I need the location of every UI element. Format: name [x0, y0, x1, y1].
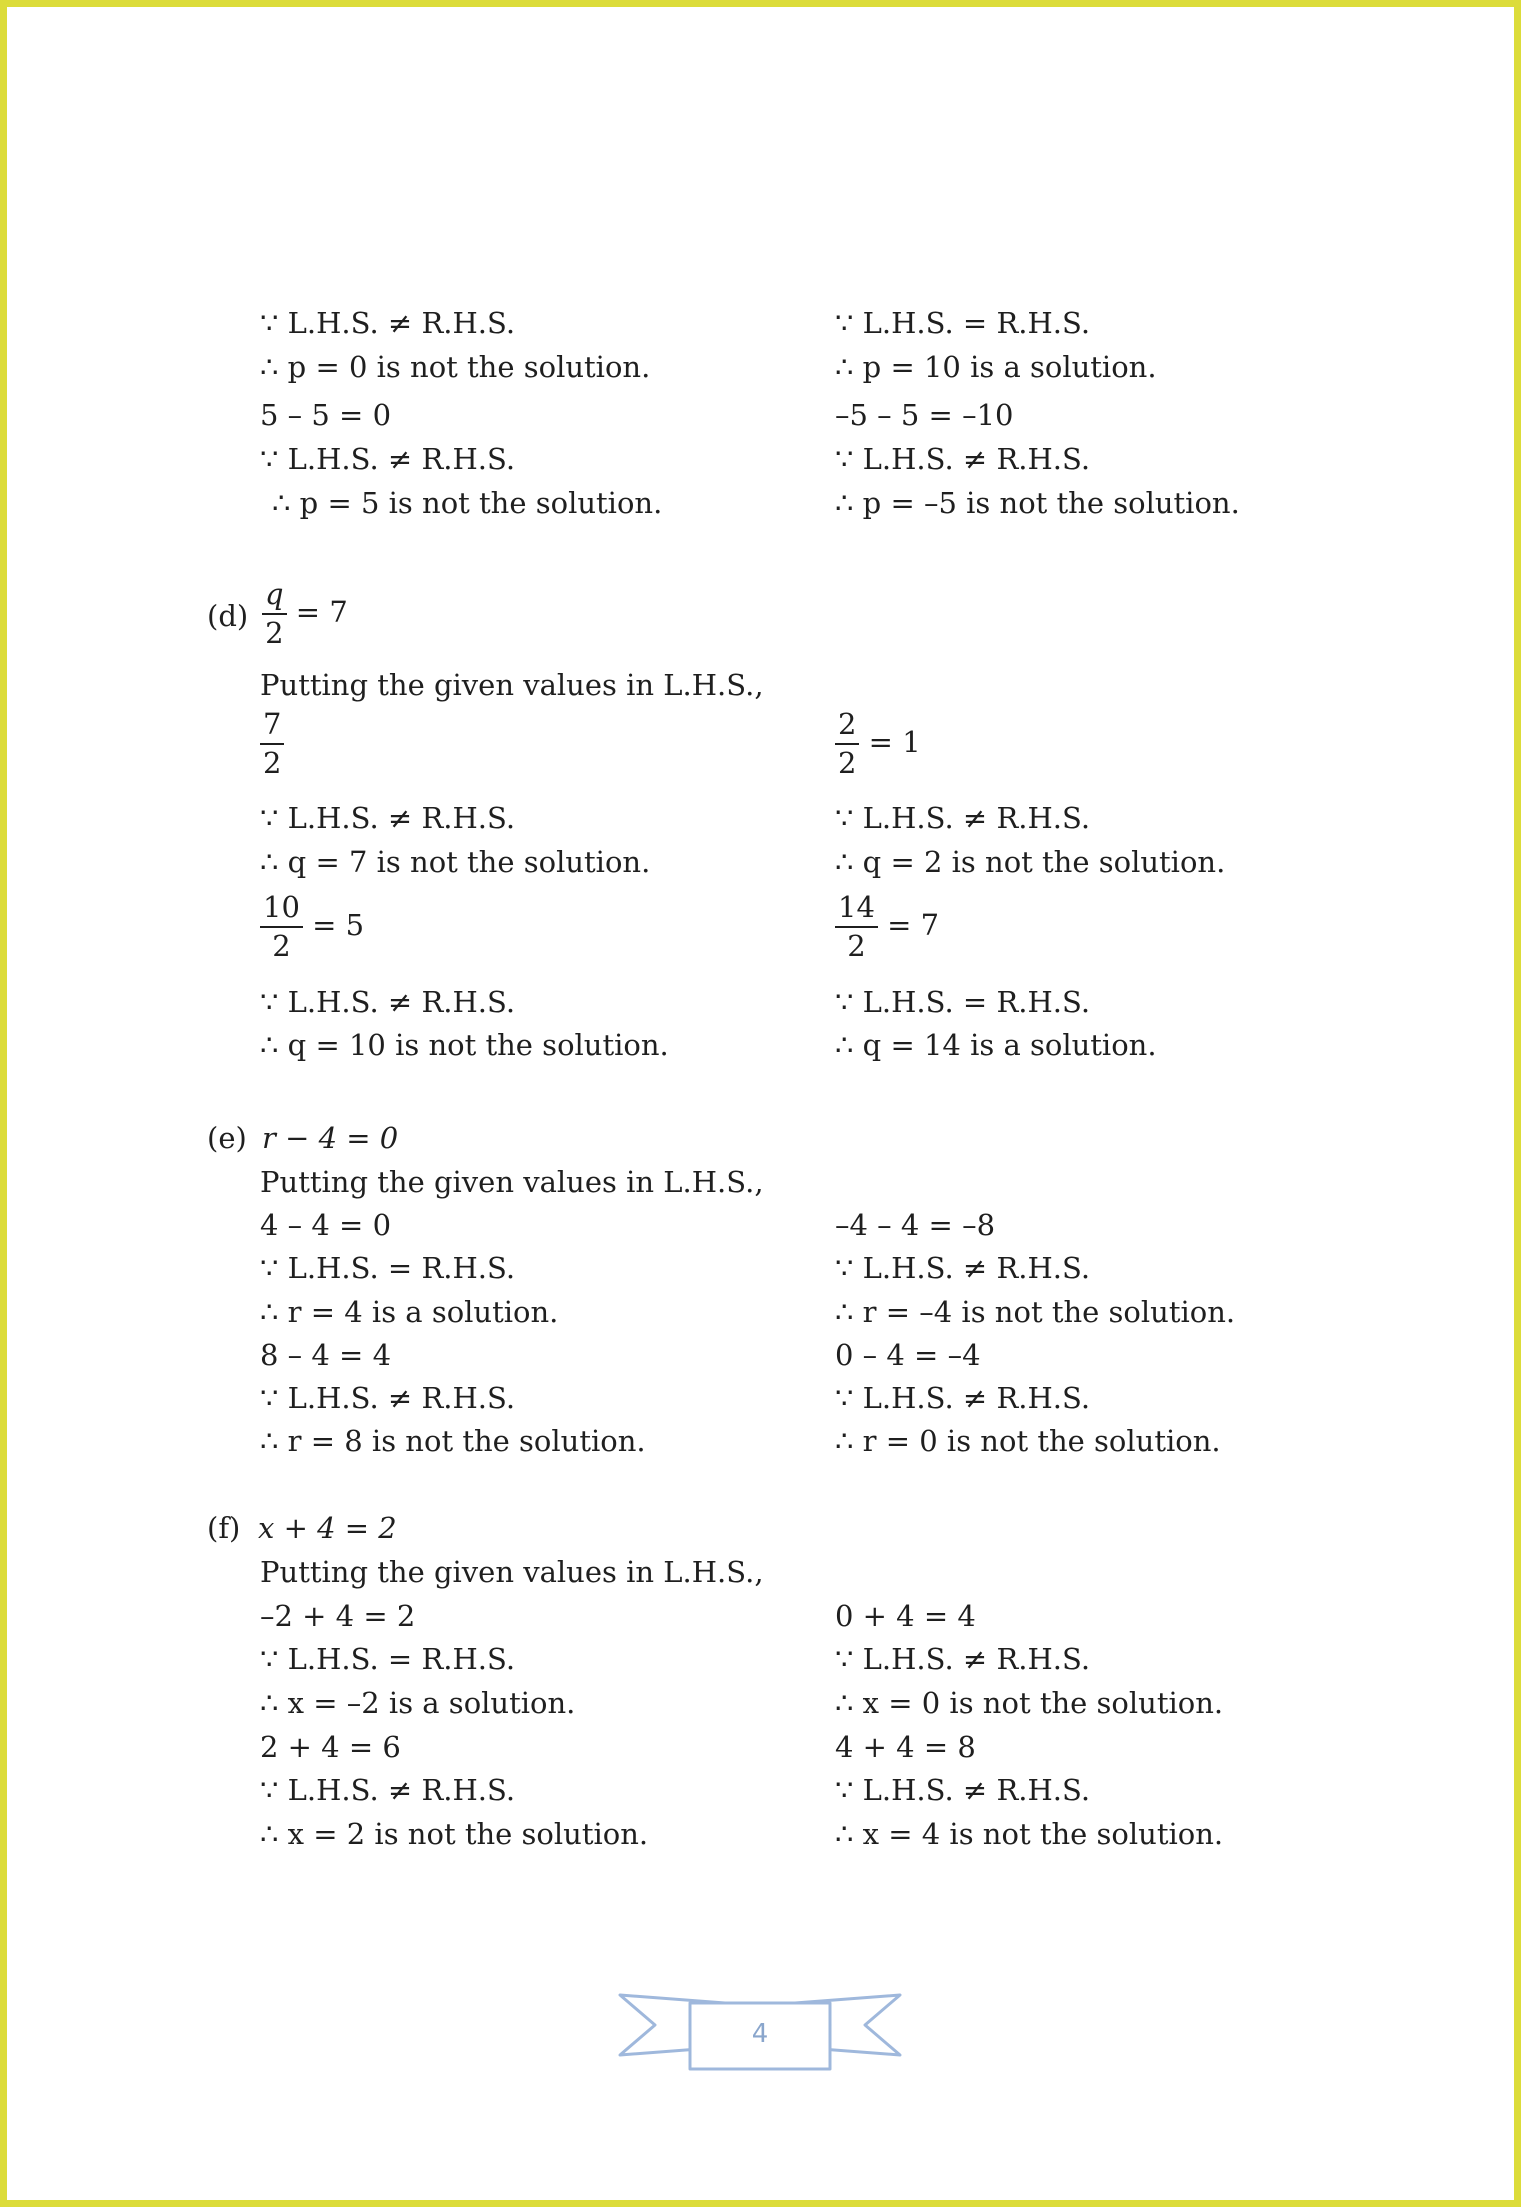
section-e-right-6: ∴ r = 0 is not the solution.	[835, 1424, 1221, 1458]
section-d-left-3: ∵ L.H.S. ≠ R.H.S.	[260, 985, 516, 1019]
top-right-line-4: ∵ L.H.S. ≠ R.H.S.	[835, 442, 1091, 476]
top-right-line-2: ∴ p = 10 is a solution.	[835, 350, 1157, 384]
section-d-right-4: ∴ q = 14 is a solution.	[835, 1028, 1157, 1062]
section-f-left-5: ∵ L.H.S. ≠ R.H.S.	[260, 1773, 516, 1807]
section-e-left-5: ∵ L.H.S. ≠ R.H.S.	[260, 1381, 516, 1415]
section-f-intro: Putting the given values in L.H.S.,	[260, 1555, 764, 1589]
section-e-right-5: ∵ L.H.S. ≠ R.H.S.	[835, 1381, 1091, 1415]
section-f-right-3: ∴ x = 0 is not the solution.	[835, 1686, 1224, 1720]
top-left-line-1: ∵ L.H.S. ≠ R.H.S.	[260, 306, 516, 340]
section-d-case-3: $\frac{10}{2}$ = 5	[260, 893, 364, 961]
section-f-left-2: ∵ L.H.S. = R.H.S.	[260, 1642, 516, 1676]
section-f-equation: x + 4 = 2	[258, 1511, 397, 1545]
section-f-right-2: ∵ L.H.S. ≠ R.H.S.	[835, 1642, 1091, 1676]
section-e-left-3: ∴ r = 4 is a solution.	[260, 1295, 559, 1329]
fraction: $\frac{q}{2}$	[262, 580, 287, 648]
top-left-line-2: ∴ p = 0 is not the solution.	[260, 350, 651, 384]
section-e-right-1: –4 – 4 = –8	[835, 1208, 996, 1242]
section-f-left-3: ∴ x = –2 is a solution.	[260, 1686, 576, 1720]
page-number: 4	[751, 2019, 769, 2049]
section-e-intro: Putting the given values in L.H.S.,	[260, 1165, 764, 1199]
section-e-left-6: ∴ r = 8 is not the solution.	[260, 1424, 646, 1458]
section-d-intro: Putting the given values in L.H.S.,	[260, 668, 764, 702]
section-e-left-2: ∵ L.H.S. = R.H.S.	[260, 1251, 516, 1285]
top-right-line-1: ∵ L.H.S. = R.H.S.	[835, 306, 1091, 340]
top-right-line-3: –5 – 5 = –10	[835, 398, 1014, 432]
top-right-line-5: ∴ p = –5 is not the solution.	[835, 486, 1240, 520]
section-d-left-4: ∴ q = 10 is not the solution.	[260, 1028, 669, 1062]
section-f-right-6: ∴ x = 4 is not the solution.	[835, 1817, 1224, 1851]
section-e-right-3: ∴ r = –4 is not the solution.	[835, 1295, 1236, 1329]
section-d-case-1: $\frac{7}{2}$	[260, 710, 284, 778]
section-d-left-2: ∴ q = 7 is not the solution.	[260, 845, 651, 879]
section-f-right-4: 4 + 4 = 8	[835, 1730, 976, 1764]
section-f-label: (f)	[207, 1511, 241, 1545]
section-f-right-1: 0 + 4 = 4	[835, 1599, 976, 1633]
section-e-left-1: 4 – 4 = 0	[260, 1208, 392, 1242]
section-d-right-3: ∵ L.H.S. = R.H.S.	[835, 985, 1091, 1019]
top-left-line-3: 5 – 5 = 0	[260, 398, 392, 432]
section-d-equation: $\frac{q}{2}$ = 7	[262, 580, 348, 648]
section-d-label: (d)	[207, 599, 249, 633]
section-d-case-2: $\frac{2}{2}$ = 1	[835, 710, 921, 778]
section-e-left-4: 8 – 4 = 4	[260, 1338, 392, 1372]
section-f-left-1: –2 + 4 = 2	[260, 1599, 416, 1633]
section-e-equation: r − 4 = 0	[262, 1121, 399, 1155]
section-e-label: (e)	[207, 1121, 247, 1155]
section-e-right-2: ∵ L.H.S. ≠ R.H.S.	[835, 1251, 1091, 1285]
section-f-left-6: ∴ x = 2 is not the solution.	[260, 1817, 649, 1851]
section-e-right-4: 0 – 4 = –4	[835, 1338, 981, 1372]
section-f-right-5: ∵ L.H.S. ≠ R.H.S.	[835, 1773, 1091, 1807]
section-d-left-1: ∵ L.H.S. ≠ R.H.S.	[260, 801, 516, 835]
section-d-right-1: ∵ L.H.S. ≠ R.H.S.	[835, 801, 1091, 835]
top-left-line-4: ∵ L.H.S. ≠ R.H.S.	[260, 442, 516, 476]
section-f-left-4: 2 + 4 = 6	[260, 1730, 401, 1764]
top-left-line-5: ∴ p = 5 is not the solution.	[272, 486, 663, 520]
section-d-case-4: $\frac{14}{2}$ = 7	[835, 893, 939, 961]
section-d-right-2: ∴ q = 2 is not the solution.	[835, 845, 1226, 879]
